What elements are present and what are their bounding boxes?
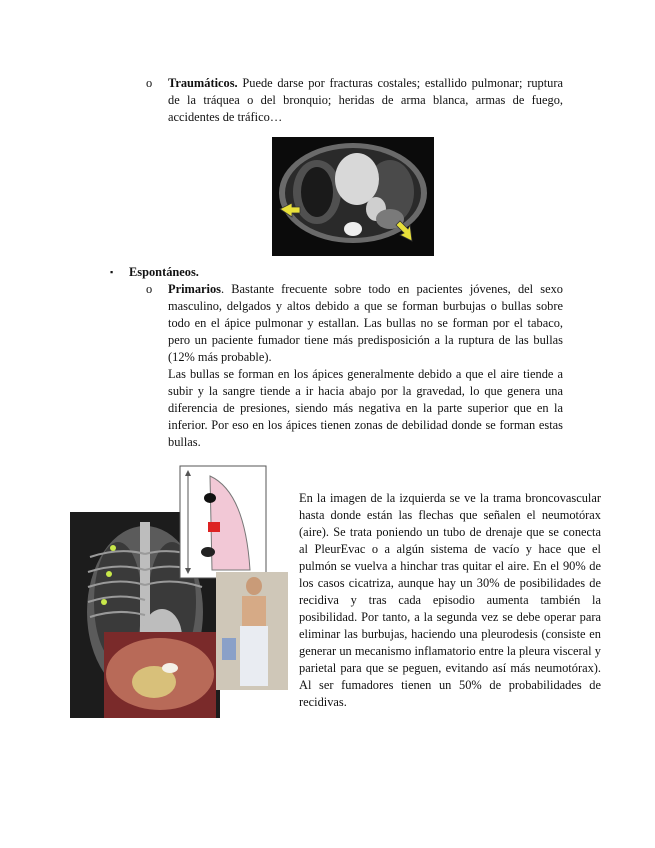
primarios-paragraph-2: Las bullas se forman en los ápices generalmente debido a que el aire tiende a subir y la sangre tiende a ir hacia abajo por la gravedad, lo que genera una diferencia de presiones, siendo más negativa en la parte superior que en la inferior. Por eso en los ápices tienen zonas de debilidad donde se forman estas bullas. — [168, 367, 563, 449]
espontaneos-heading — [129, 264, 329, 281]
list-bullet-circle: o — [146, 76, 153, 90]
list-bullet-circle: o — [146, 282, 153, 296]
traumaticos-text: Puede darse por fracturas costales; estallido pulmonar; ruptura de la tráquea o del bronquio; heridas de arma blanca, armas de fuego, accidentes de tráfico… — [168, 76, 563, 124]
side-paragraph: En la imagen de la izquierda se ve la trama broncovascular hasta donde están las flechas que señalen el neumotórax (aire). Se trata poniendo un tubo de drenaje que se conecta al PleurEvac o a algún sistema de vacío y hace que el pulmón se vuelva a hinchar tras quitar el aire. En el 90% de los casos cicatriza, aunque hay un 30% de posibilidades de recidiva y tras cada episodio aumenta también la posibilidad. Por tanto, a la segunda vez se debe operar para eliminar las burbujas, haciendo una pleurodesis (consiste en generar un mecanismo inflamatorio entre la pleura visceral y parietal para que se peguen, evitando así más neumotórax). Al ser fumadores tienen un 50% de probabilidades de recidivas. — [299, 491, 601, 709]
espontaneos-title: Espontáneos. — [129, 265, 199, 279]
traumaticos-paragraph — [168, 75, 563, 126]
ct-scan-image — [272, 137, 434, 256]
primarios-text: . Bastante frecuente sobre todo en pacientes jóvenes, del sexo masculino, delgados y altos debido a que se forman burbujas o bullas sobre todo en el ápice pulmonar y estallan. Las bullas no se forman por el tabaco, pero un paciente fumador tiene más predisposición a la ruptura de las bullas (12% más probable). — [168, 282, 563, 364]
xray-pleurevac-collage — [70, 462, 288, 718]
primarios-title: Primarios — [168, 282, 221, 296]
list-bullet-square: ▪ — [110, 267, 114, 277]
traumaticos-title: Traumáticos. — [168, 76, 238, 90]
primarios-paragraph — [168, 281, 563, 366]
